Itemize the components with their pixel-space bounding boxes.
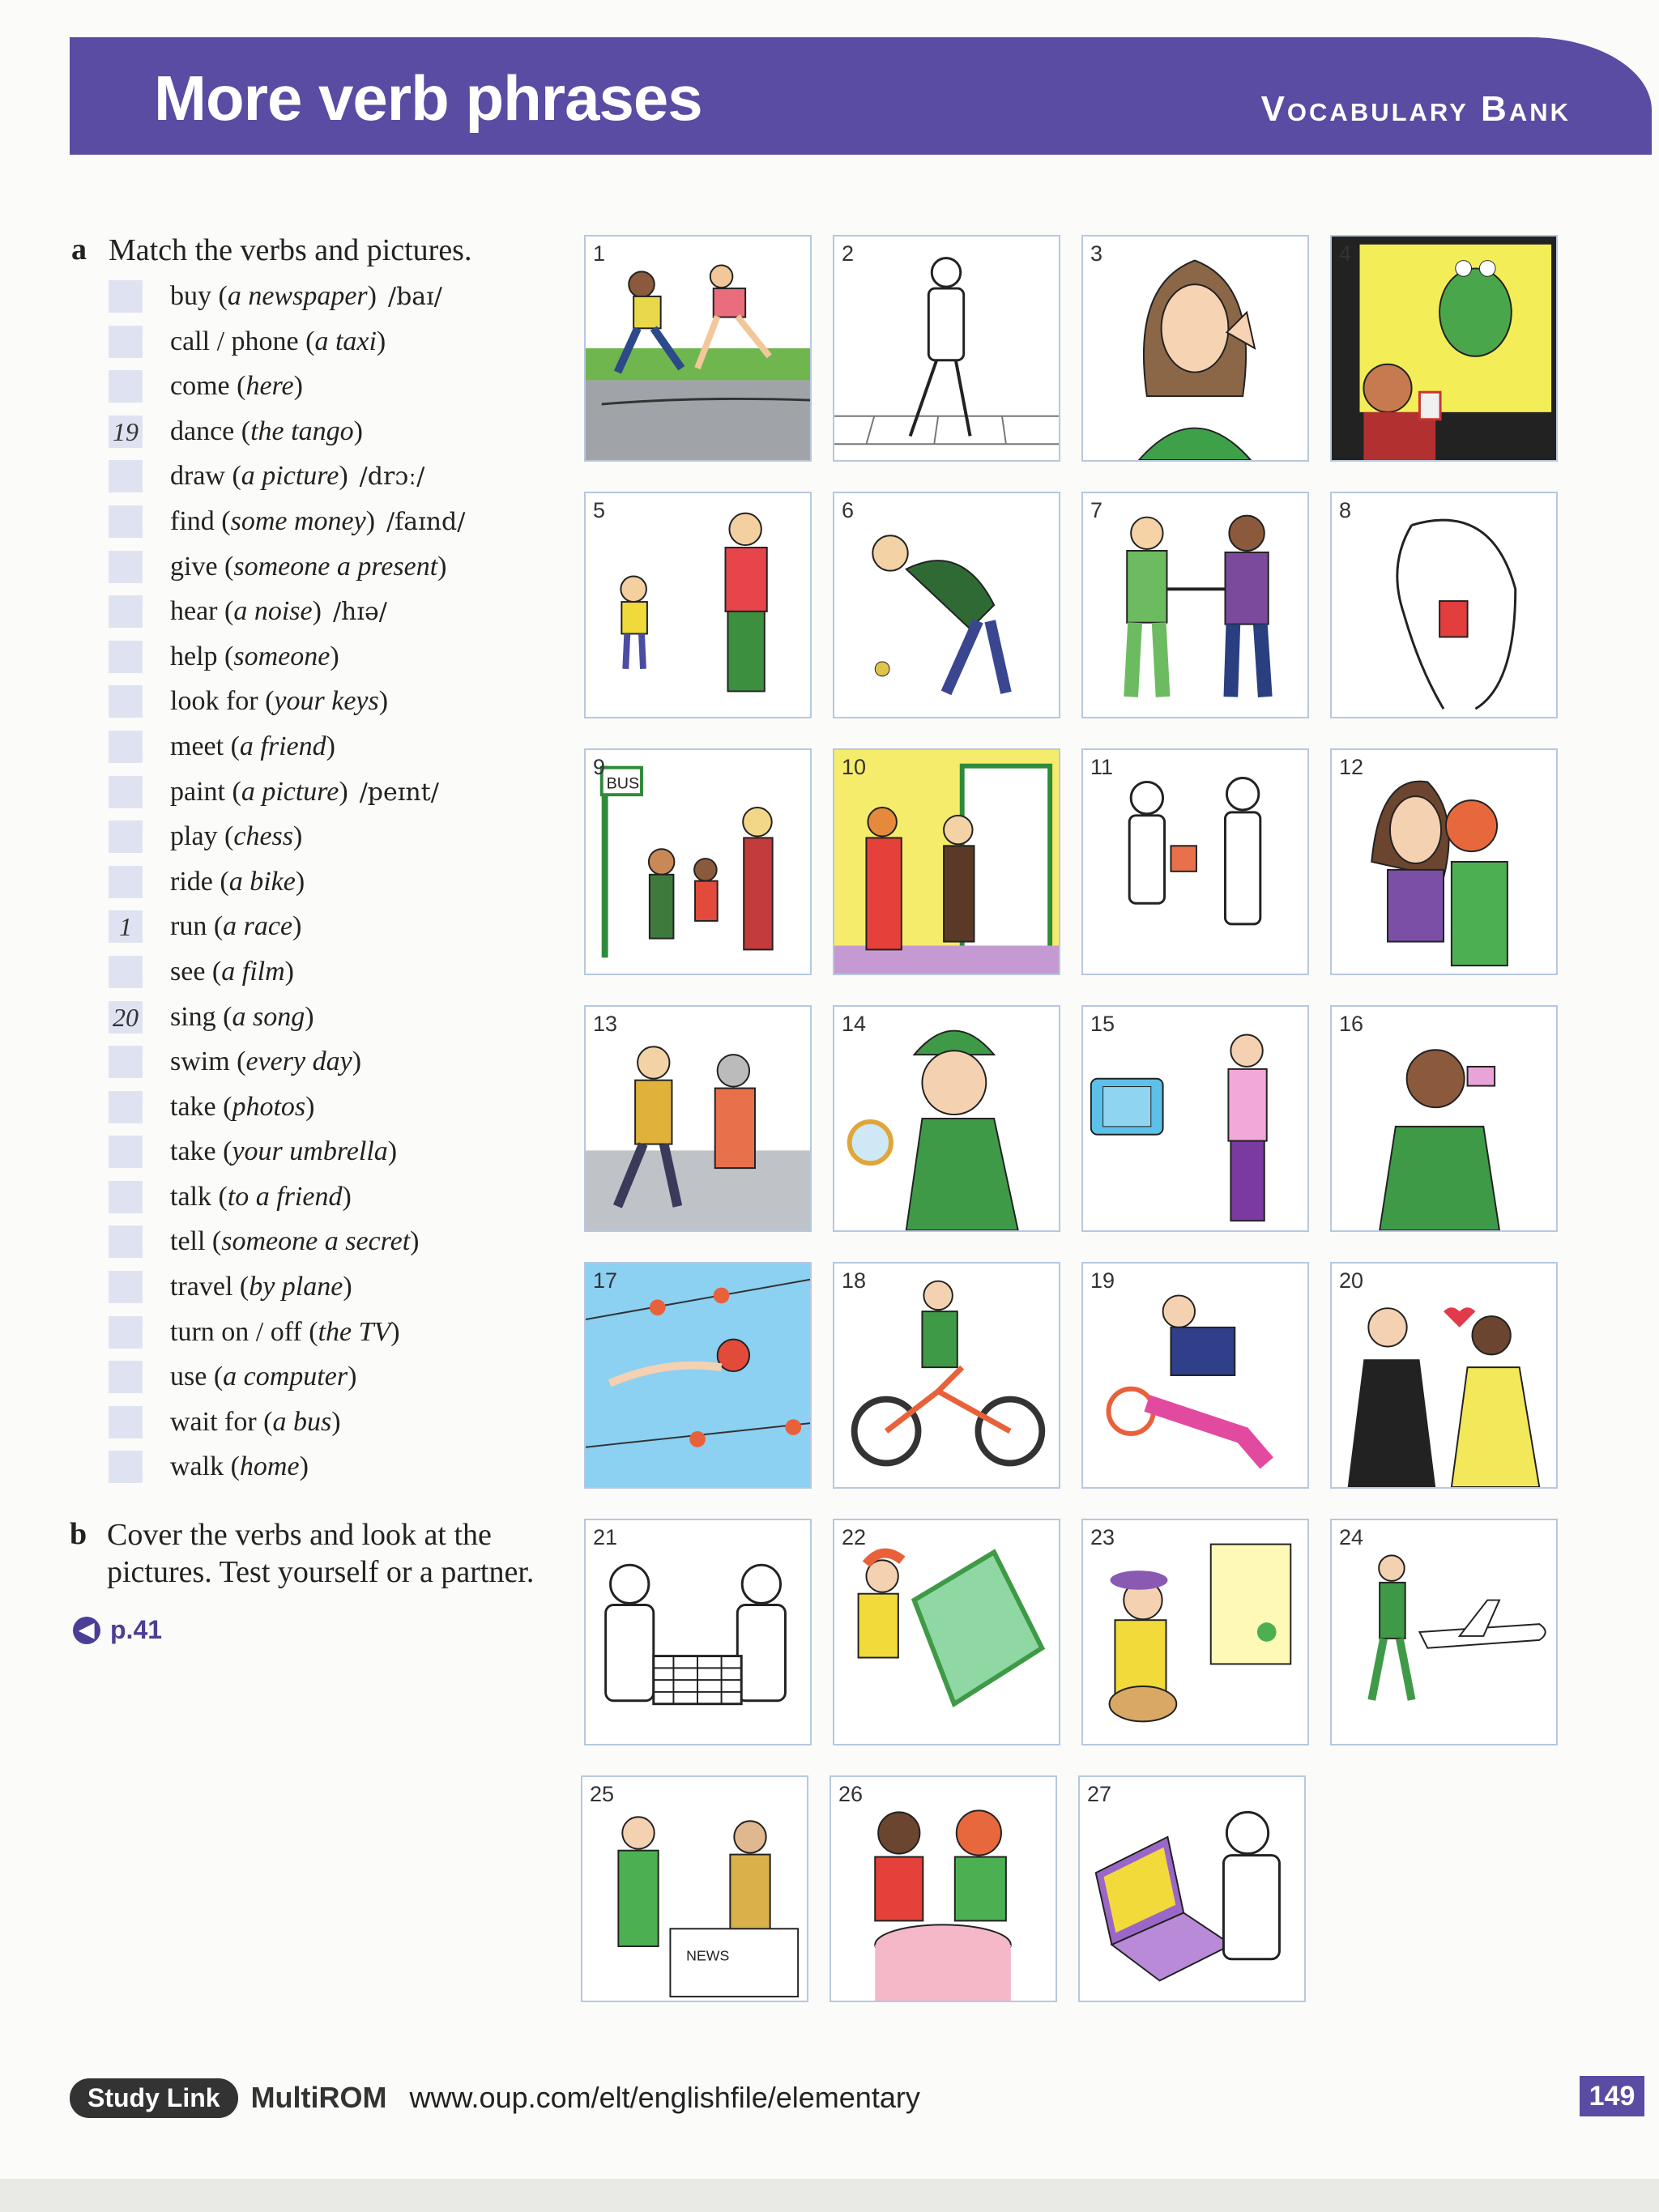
answer-box[interactable] <box>109 1136 143 1168</box>
verb-close-paren: ) <box>437 551 447 582</box>
verb-text: meet ( <box>170 731 240 761</box>
picture-number: 12 <box>1339 755 1364 779</box>
answer-box[interactable] <box>109 685 143 718</box>
picture-19-dance <box>1081 1262 1309 1489</box>
verb-phrase <box>170 322 386 361</box>
picture-number: 23 <box>1090 1525 1115 1549</box>
verb-phrase <box>170 457 424 497</box>
verb-close-paren: ) <box>339 776 348 807</box>
picture-18-ride-bike <box>833 1262 1060 1489</box>
answer-box[interactable] <box>109 460 143 492</box>
listening-woman-illustration <box>1332 493 1556 717</box>
picture-number: 11 <box>1090 755 1114 779</box>
verb-text: travel ( <box>170 1272 249 1302</box>
helping-illustration <box>586 1007 810 1230</box>
verb-object: your umbrella <box>232 1136 388 1167</box>
verb-object: to a friend <box>227 1181 343 1212</box>
verb-phrase <box>170 1268 352 1306</box>
verb-phrase <box>170 1088 314 1127</box>
picture-6-find <box>833 492 1060 718</box>
picture-number: 2 <box>842 241 855 266</box>
secret-illustration <box>1332 750 1556 974</box>
verb-phrase <box>170 502 465 542</box>
answer-box[interactable] <box>109 326 143 358</box>
study-link-badge[interactable]: Study Link <box>70 2078 238 2118</box>
verb-text: give ( <box>170 551 234 582</box>
chess-illustration <box>586 1520 810 1744</box>
picture-8-hear <box>1330 492 1558 718</box>
verb-close-paren: ) <box>376 326 386 356</box>
verb-close-paren: ) <box>312 596 322 627</box>
verb-object: photos <box>232 1091 306 1122</box>
picture-number: 10 <box>842 755 867 779</box>
picture-14-look-for <box>833 1005 1060 1232</box>
answer-box[interactable] <box>109 1271 143 1303</box>
singers-illustration <box>1332 1264 1556 1487</box>
answer-box[interactable] <box>109 595 143 628</box>
verb-text: paint ( <box>170 776 241 807</box>
page-reference-text: p.41 <box>110 1615 163 1644</box>
pronunciation: /hɪə/ <box>332 598 387 627</box>
plane-illustration <box>1332 1520 1556 1744</box>
verb-text: sing ( <box>170 1001 232 1032</box>
answer-box[interactable] <box>109 370 143 403</box>
picture-26-talk <box>830 1775 1057 2002</box>
verb-object: someone a present <box>233 551 438 582</box>
verb-close-paren: ) <box>330 641 339 671</box>
cinema-illustration <box>1332 237 1556 460</box>
verb-object: chess <box>233 821 294 852</box>
verb-phrase <box>170 1357 356 1396</box>
newsstand-illustration <box>582 1777 807 2001</box>
verb-close-paren: ) <box>293 821 303 852</box>
answer-box[interactable] <box>109 1091 143 1123</box>
verb-object: a picture <box>241 461 339 492</box>
verb-text: walk ( <box>170 1451 240 1482</box>
verb-phrase <box>170 907 301 946</box>
verb-object: a newspaper <box>227 281 368 311</box>
detective-illustration <box>834 1007 1059 1230</box>
verb-close-paren: ) <box>387 1136 398 1167</box>
picture-number: 1 <box>593 241 606 266</box>
picture-number: 25 <box>590 1782 615 1806</box>
bus-stop-illustration <box>586 750 810 974</box>
picture-21-play-chess <box>584 1519 812 1745</box>
answer-box[interactable]: 20 <box>109 1001 143 1034</box>
verb-object: here <box>245 371 294 402</box>
verb-close-paren: ) <box>339 461 348 492</box>
verb-object: the TV <box>318 1316 391 1347</box>
page-title: More verb phrases <box>154 62 702 134</box>
verb-text: find ( <box>170 505 231 536</box>
verb-text: dance ( <box>170 416 251 446</box>
answer-box[interactable] <box>109 776 143 808</box>
verb-object: a bike <box>228 866 296 897</box>
picture-24-travel-plane <box>1330 1519 1558 1745</box>
answer-box[interactable] <box>109 956 143 988</box>
verb-object: home <box>239 1451 300 1482</box>
runners-illustration <box>586 237 810 460</box>
picture-20-sing <box>1330 1262 1558 1489</box>
giving-present-illustration <box>1083 750 1307 974</box>
verb-close-paren: ) <box>343 1272 352 1302</box>
calling-woman-illustration <box>1083 237 1307 460</box>
verb-close-paren: ) <box>305 1001 314 1032</box>
picture-27-use-computer <box>1078 1775 1306 2002</box>
answer-box[interactable] <box>109 551 143 583</box>
page-header <box>70 37 1652 155</box>
verb-object: a taxi <box>314 326 377 356</box>
verb-phrase <box>170 1447 309 1486</box>
verb-close-paren: ) <box>410 1226 420 1257</box>
verb-text: turn on / off ( <box>170 1316 318 1347</box>
verb-close-paren: ) <box>293 371 303 402</box>
verb-close-paren: ) <box>367 281 377 311</box>
pronunciation: /peɪnt/ <box>359 778 439 807</box>
picture-number: 17 <box>593 1268 618 1293</box>
page-reference-link[interactable] <box>73 1615 162 1645</box>
section-label: Vocabulary Bank <box>1260 89 1571 129</box>
picture-4-see-film <box>1330 235 1558 462</box>
picture-number: 13 <box>593 1012 618 1036</box>
picture-number: 21 <box>593 1525 618 1549</box>
man-finding-money-illustration <box>834 493 1059 717</box>
answer-box[interactable] <box>109 505 143 538</box>
verb-text: help ( <box>170 641 234 671</box>
picture-2-walk <box>833 235 1060 462</box>
verb-close-paren: ) <box>299 1451 309 1482</box>
verb-close-paren: ) <box>342 1181 352 1212</box>
verb-text: swim ( <box>170 1046 246 1077</box>
picture-number: 18 <box>842 1268 867 1293</box>
answer-box[interactable] <box>109 280 143 313</box>
verb-text: use ( <box>170 1362 224 1392</box>
verb-object: by plane <box>249 1272 343 1302</box>
section-a-letter: a <box>71 232 87 266</box>
verb-phrase <box>170 863 305 901</box>
answer-box[interactable] <box>109 641 143 673</box>
pronunciation: /baɪ/ <box>387 283 442 311</box>
section-b-instruction-line1: Cover the verbs and look at the <box>107 1518 492 1552</box>
website-url[interactable]: www.oup.com/elt/englishfile/elementary <box>409 2081 920 2114</box>
section-a-instruction: Match the verbs and pictures. <box>109 233 472 267</box>
verb-text: take ( <box>170 1091 232 1122</box>
umbrella-illustration <box>834 750 1059 974</box>
picture-5-come-here <box>584 492 812 718</box>
picture-number: 16 <box>1339 1012 1364 1036</box>
verb-object: the tango <box>250 416 354 446</box>
cyclist-illustration <box>834 1264 1059 1487</box>
swimmer-illustration <box>586 1264 810 1487</box>
verb-phrase <box>170 727 335 766</box>
verb-text: take ( <box>170 1136 232 1167</box>
picture-number: 20 <box>1339 1268 1364 1293</box>
verb-phrase <box>170 367 303 406</box>
verb-text: draw ( <box>170 461 241 492</box>
verb-close-paren: ) <box>292 911 302 942</box>
painting-illustration <box>1083 1520 1307 1744</box>
back-arrow-icon: ◀ <box>73 1617 100 1644</box>
picture-number: 19 <box>1090 1268 1115 1293</box>
verb-object: every day <box>245 1046 352 1077</box>
answer-box[interactable]: 1 <box>109 910 143 943</box>
picture-number: 14 <box>842 1012 867 1036</box>
verb-close-paren: ) <box>331 1406 341 1437</box>
verb-phrase <box>170 1132 397 1171</box>
answer-box[interactable] <box>109 1406 143 1438</box>
page-number: 149 <box>1580 2076 1644 2116</box>
photo-illustration <box>1332 1007 1556 1230</box>
picture-number: 15 <box>1090 1012 1115 1036</box>
picture-23-paint <box>1081 1519 1309 1745</box>
picture-number: 22 <box>842 1525 867 1549</box>
picture-number: 5 <box>593 498 606 522</box>
verb-close-paren: ) <box>365 505 376 536</box>
verb-close-paren: ) <box>326 731 335 761</box>
dancers-illustration <box>1083 1264 1307 1487</box>
tv-illustration <box>1083 1007 1307 1230</box>
verb-close-paren: ) <box>284 956 294 987</box>
section-b-instruction-line2: pictures. Test yourself or a partner. <box>107 1555 535 1589</box>
verb-object: a noise <box>233 596 313 627</box>
picture-number: 24 <box>1339 1525 1364 1549</box>
verb-object: someone a secret <box>221 1226 411 1257</box>
drawing-illustration <box>834 1520 1059 1744</box>
talking-friends-illustration <box>831 1777 1056 2001</box>
picture-number: 3 <box>1090 241 1103 266</box>
verb-object: a computer <box>223 1362 348 1392</box>
picture-22-draw <box>833 1519 1060 1745</box>
picture-7-meet <box>1081 492 1309 718</box>
verb-text: call / phone ( <box>170 326 315 356</box>
verb-object: a bus <box>272 1406 332 1437</box>
verb-phrase <box>170 637 339 676</box>
picture-17-swim <box>584 1262 812 1489</box>
verb-text: wait for ( <box>170 1406 273 1437</box>
verb-object: a picture <box>241 776 339 807</box>
walking-man-illustration <box>834 237 1059 460</box>
verb-text: ride ( <box>170 866 229 897</box>
answer-box[interactable] <box>109 731 143 763</box>
verb-object: a friend <box>239 731 326 761</box>
verb-close-paren: ) <box>353 416 363 446</box>
answer-box[interactable] <box>109 866 143 898</box>
picture-13-help <box>584 1005 812 1232</box>
svg-text:NEWS: NEWS <box>686 1947 730 1964</box>
picture-12-tell-secret <box>1330 748 1558 975</box>
picture-9-wait-bus <box>584 748 812 975</box>
verb-text: play ( <box>170 821 234 852</box>
verb-object: some money <box>230 505 366 536</box>
answer-box[interactable] <box>109 1225 143 1258</box>
picture-number: 9 <box>593 755 606 779</box>
verb-text: buy ( <box>170 281 228 311</box>
picture-11-give-present <box>1081 748 1309 975</box>
picture-number: 4 <box>1339 241 1352 266</box>
verb-text: run ( <box>170 911 224 942</box>
verb-phrase <box>170 1042 361 1081</box>
verb-object: a film <box>221 956 285 987</box>
verb-phrase <box>170 817 302 856</box>
verb-object: your keys <box>274 686 379 717</box>
verb-phrase <box>170 1222 419 1261</box>
verb-phrase <box>170 1313 400 1352</box>
answer-box[interactable] <box>109 1046 143 1078</box>
verb-phrase <box>170 682 388 721</box>
verb-phrase <box>170 1403 341 1442</box>
verb-phrase <box>170 592 387 632</box>
answer-box[interactable] <box>109 1181 143 1213</box>
verb-phrase <box>170 548 446 586</box>
answer-box[interactable] <box>109 820 143 853</box>
verb-text: come ( <box>170 371 246 402</box>
section-b-letter: b <box>70 1517 87 1551</box>
verb-close-paren: ) <box>305 1091 315 1122</box>
picture-15-turn-on-tv <box>1081 1005 1309 1232</box>
pronunciation: /drɔː/ <box>359 462 425 492</box>
picture-number: 26 <box>838 1782 864 1806</box>
verb-close-paren: ) <box>378 686 389 717</box>
computer-illustration <box>1080 1777 1304 2001</box>
answer-box[interactable] <box>109 1316 143 1349</box>
verb-text: look for ( <box>170 686 275 717</box>
verb-object: a song <box>232 1001 305 1032</box>
verb-text: hear ( <box>170 596 234 627</box>
verb-close-paren: ) <box>352 1046 362 1077</box>
picture-number: 6 <box>842 498 855 522</box>
picture-number: 7 <box>1090 498 1103 522</box>
verb-text: see ( <box>170 956 222 987</box>
verb-phrase <box>170 1178 352 1217</box>
verb-object: a race <box>223 911 293 942</box>
footer <box>70 2078 920 2118</box>
page-edge <box>0 2179 1659 2212</box>
picture-number: 8 <box>1339 498 1352 522</box>
verb-close-paren: ) <box>390 1316 400 1347</box>
picture-1-run-race <box>584 235 812 462</box>
verb-phrase <box>170 953 294 991</box>
svg-text:BUS: BUS <box>606 774 640 793</box>
pronunciation: /faɪnd/ <box>386 507 466 536</box>
verb-text: talk ( <box>170 1181 228 1212</box>
verb-phrase <box>170 412 363 451</box>
multirom-label: MultiROM <box>250 2081 387 2114</box>
verb-phrase <box>170 277 442 317</box>
verb-close-paren: ) <box>348 1362 357 1392</box>
answer-box[interactable]: 19 <box>109 416 143 448</box>
picture-25-buy-newspaper <box>581 1775 808 2002</box>
woman-calling-child-illustration <box>586 493 810 717</box>
picture-number: 27 <box>1087 1782 1112 1806</box>
verb-phrase <box>170 998 314 1037</box>
verb-object: someone <box>233 641 331 671</box>
verb-phrase <box>170 773 439 812</box>
handshake-illustration <box>1083 493 1307 717</box>
answer-box[interactable] <box>109 1361 143 1393</box>
answer-box[interactable] <box>109 1451 143 1483</box>
picture-10-take-umbrella <box>833 748 1060 975</box>
picture-3-call <box>1081 235 1309 462</box>
verb-text: tell ( <box>170 1226 222 1257</box>
verb-close-paren: ) <box>295 866 305 897</box>
picture-16-take-photos <box>1330 1005 1558 1232</box>
